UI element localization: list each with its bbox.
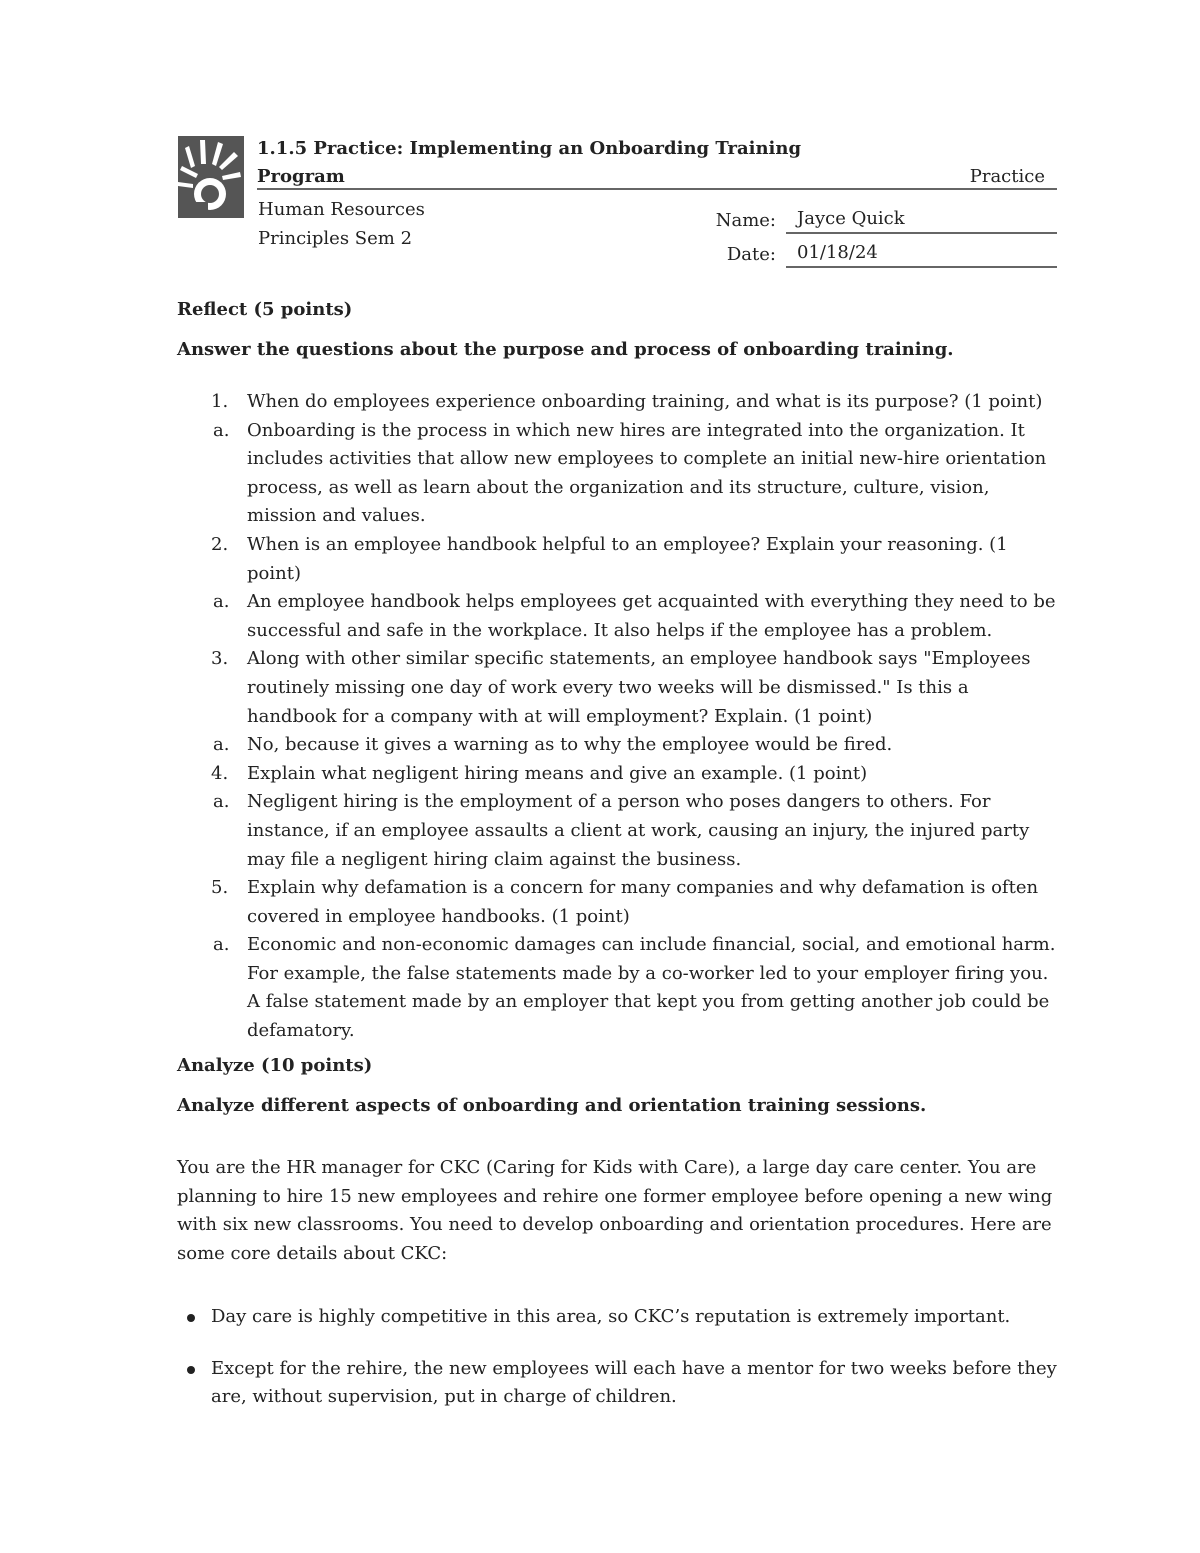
student-fields xyxy=(700,200,1057,268)
reflect-instruction: Answer the questions about the purpose and process of onboarding training. xyxy=(177,339,954,360)
scenario-paragraph: You are the HR manager for CKC (Caring for Kids with Care), a large day care center. You are planning to hire 15 new employees and rehire one former employee before opening a new wing with six new classrooms. You need to develop onboarding and orientation procedures. Here are some core details about CKC: xyxy=(177,1157,1053,1264)
question-body: When do employees experience onboarding training, and what is its purpose? (1 point) xyxy=(247,391,1043,412)
answer-body: Negligent hiring is the employment of a person who poses dangers to others. For instance, if an employee assaults a client at work, causing an injury, the injured party may file a negligent hiring claim against the business. xyxy=(247,791,1030,870)
doc-title-line1: 1.1.5 Practice: Implementing an Onboarding Training xyxy=(257,138,802,159)
question-list xyxy=(177,388,1057,1046)
answer-letter: a. xyxy=(213,934,230,956)
name-field-row xyxy=(700,200,1057,234)
reflect-section xyxy=(177,296,1057,364)
answer-letter: a. xyxy=(213,734,230,756)
list-item xyxy=(177,1355,1057,1412)
answer-text xyxy=(177,731,1057,760)
analyze-heading: Analyze (10 points) xyxy=(177,1055,373,1076)
doc-type-label: Practice xyxy=(969,166,1045,187)
question-item xyxy=(177,760,1057,874)
course-line1: Human Resources xyxy=(258,199,425,220)
question-body: When is an employee handbook helpful to an employee? Explain your reasoning. (1 point) xyxy=(247,533,1008,584)
answer-body: Economic and non-economic damages can include financial, social, and emotional harm. For example, the false statements made by a co-worker led to your employer firing you. A false statement made by an employer that kept you from getting another job could be defamatory. xyxy=(247,934,1056,1042)
answer-body: Onboarding is the process in which new hires are integrated into the organization. It includes activities that allow new employees to complete an initial new-hire orientation process, as well as learn about the organization and its structure, culture, vision, mission and values. xyxy=(247,419,1047,527)
title-block xyxy=(257,135,1057,193)
analyze-section xyxy=(177,1052,1057,1120)
answer-letter: a. xyxy=(213,591,230,613)
reflect-heading: Reflect (5 points) xyxy=(177,299,353,320)
answer-text xyxy=(177,588,1057,645)
question-item xyxy=(177,388,1057,531)
question-body: Explain why defamation is a concern for many companies and why defamation is often covered in employee handbooks. (1 point) xyxy=(247,877,1039,927)
question-number: 4. xyxy=(211,762,229,784)
question-text xyxy=(177,645,1057,731)
header-divider xyxy=(257,188,1057,190)
answer-letter: a. xyxy=(213,419,230,441)
course-name xyxy=(258,195,425,253)
question-number: 1. xyxy=(211,391,229,412)
question-number: 2. xyxy=(211,533,229,555)
answer-text xyxy=(177,417,1057,531)
question-item xyxy=(177,531,1057,645)
doc-title-line2: Program xyxy=(257,166,345,187)
details-list xyxy=(177,1303,1057,1435)
answer-text xyxy=(177,788,1057,874)
bullet-text: Day care is highly competitive in this area, so CKC’s reputation is extremely important. xyxy=(211,1306,1011,1327)
answer-body: An employee handbook helps employees get acquainted with everything they need to be successful and safe in the workplace. It also helps if the employee has a problem. xyxy=(247,591,1056,641)
question-text xyxy=(177,874,1057,931)
question-body: Along with other similar specific statements, an employee handbook says "Employees routinely missing one day of work every two weeks will be dismissed." Is this a handbook for a company with at will employment? Explain. (1 point) xyxy=(247,648,1031,727)
list-item xyxy=(177,1303,1057,1332)
name-field[interactable]: Jayce Quick xyxy=(786,206,1057,234)
date-field[interactable]: 01/18/24 xyxy=(786,240,1057,268)
answer-body: No, because it gives a warning as to why the employee would be fired. xyxy=(247,734,893,756)
question-text xyxy=(177,388,1057,417)
sunburst-logo-icon xyxy=(178,136,244,218)
course-line2: Principles Sem 2 xyxy=(258,228,413,249)
bullet-icon xyxy=(187,1366,195,1374)
date-label: Date: xyxy=(726,244,776,265)
answer-letter: a. xyxy=(213,791,230,813)
analyze-instruction: Analyze different aspects of onboarding and orientation training sessions. xyxy=(177,1095,927,1116)
bullet-icon xyxy=(187,1314,195,1322)
question-body: Explain what negligent hiring means and give an example. (1 point) xyxy=(247,762,868,784)
question-number: 5. xyxy=(211,877,229,899)
question-item xyxy=(177,645,1057,759)
bullet-text: Except for the rehire, the new employees will each have a mentor for two weeks before they are, without supervision, put in charge of children. xyxy=(211,1357,1057,1408)
name-label: Name: xyxy=(715,210,776,231)
date-field-row xyxy=(700,234,1057,268)
question-text xyxy=(177,531,1057,588)
question-text xyxy=(177,760,1057,789)
question-number: 3. xyxy=(211,648,229,670)
answer-text xyxy=(177,931,1057,1045)
question-item xyxy=(177,874,1057,1046)
